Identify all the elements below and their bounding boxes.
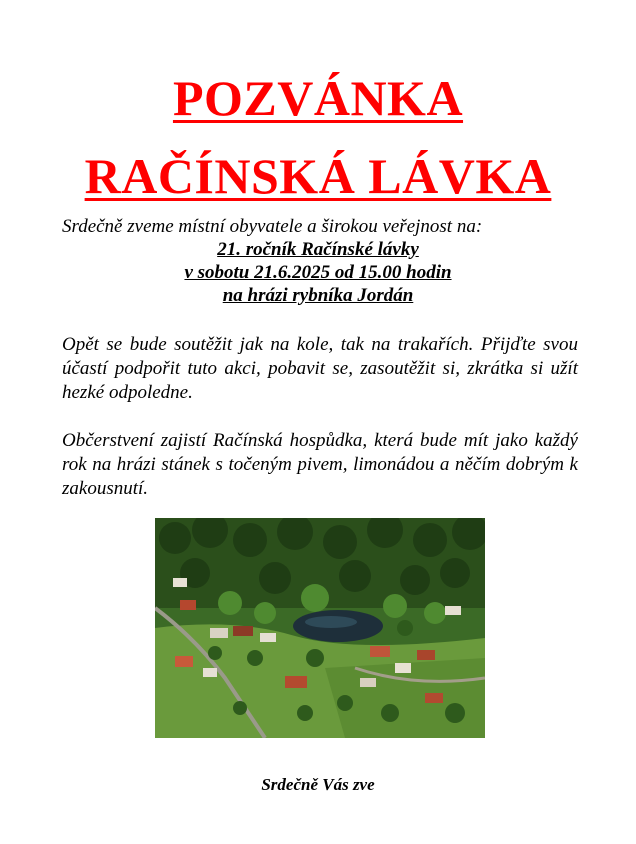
event-edition: 21. ročník Račínské lávky bbox=[217, 239, 419, 260]
event-date-time: v sobotu 21.6.2025 od 15.00 hodin bbox=[184, 262, 452, 283]
paragraph-refreshments: Občerstvení zajistí Račínská hospůdka, která bude mít jako každý rok na hrázi stánek s točeným pivem, limonádou a něčím dobrým k zakousnutí. bbox=[62, 430, 578, 499]
event-place: na hrázi rybníka Jordán bbox=[222, 285, 414, 306]
invitation-title: POZVÁNKA bbox=[172, 70, 464, 126]
aerial-photo bbox=[155, 518, 485, 738]
event-name-title: RAČÍNSKÁ LÁVKA bbox=[84, 148, 552, 204]
paragraph-competition: Opět se bude soutěžit jak na kole, tak na trakařích. Přijďte svou účastí podpořit tuto akci, pobavit se, zasoutěžit si, zkrátka si užít hezké odpoledne. bbox=[62, 334, 578, 403]
signature: Srdečně Vás zve bbox=[261, 775, 375, 794]
intro-text: Srdečně zveme místní obyvatele a širokou veřejnost na: bbox=[62, 216, 483, 237]
aerial-photo-illustration bbox=[155, 518, 485, 738]
